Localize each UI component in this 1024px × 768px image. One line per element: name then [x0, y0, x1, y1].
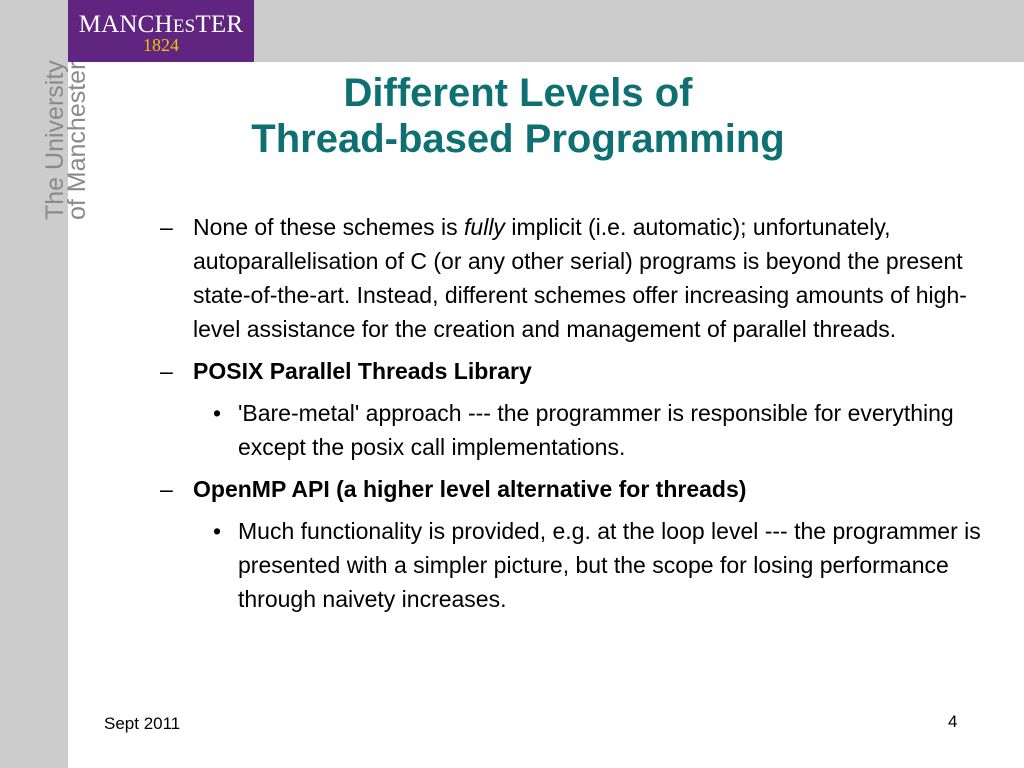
dot-marker: •	[213, 518, 222, 544]
wordmark-line-2: of Manchester	[63, 61, 91, 220]
sub-bullet-item	[205, 396, 990, 464]
bullet-item	[160, 472, 990, 506]
manchester-logo	[68, 0, 254, 62]
title-line-1: Different Levels of	[343, 71, 693, 115]
logo-name-start: MANCH	[78, 11, 173, 38]
dash-marker: –	[160, 358, 173, 384]
bullet-item	[160, 210, 990, 346]
bullet-item	[160, 354, 990, 388]
logo-name-es: ES	[172, 16, 196, 37]
dot-marker: •	[213, 400, 222, 426]
heading-posix: POSIX Parallel Threads Library	[193, 358, 532, 384]
dash-marker: –	[160, 214, 173, 240]
item-text: 'Bare-metal' approach --- the programmer is responsible for everything except the posix call implementations.	[238, 400, 954, 460]
item-text-after: implicit (i.e. automatic); unfortunately, autoparallelisation of C (or any other serial) programs is beyond the present state-of-the-art. Instead, different schemes offer increasing amounts of high-level assistance for the creation and management of parallel threads.	[193, 214, 967, 342]
title-line-2: Thread-based Programming	[251, 117, 785, 161]
sub-bullet-item	[205, 514, 990, 616]
dash-marker: –	[160, 476, 173, 502]
footer-date: Sept 2011	[104, 714, 181, 733]
item-text-italic: fully	[464, 214, 505, 240]
item-text: Much functionality is provided, e.g. at the loop level --- the programmer is presented with a simpler picture, but the scope for losing performance through naivety increases.	[238, 518, 981, 612]
page-number: 4	[948, 712, 958, 731]
logo-year: 1824	[143, 35, 179, 55]
slide-content	[160, 210, 990, 624]
logo-name-end: ER	[210, 11, 244, 38]
slide-title	[68, 70, 968, 162]
heading-openmp: OpenMP API (a higher level alternative for threads)	[193, 476, 747, 502]
logo-name-t: T	[195, 11, 211, 38]
wordmark-line-1: The University	[41, 60, 69, 220]
item-text-before: None of these schemes is	[193, 214, 465, 240]
